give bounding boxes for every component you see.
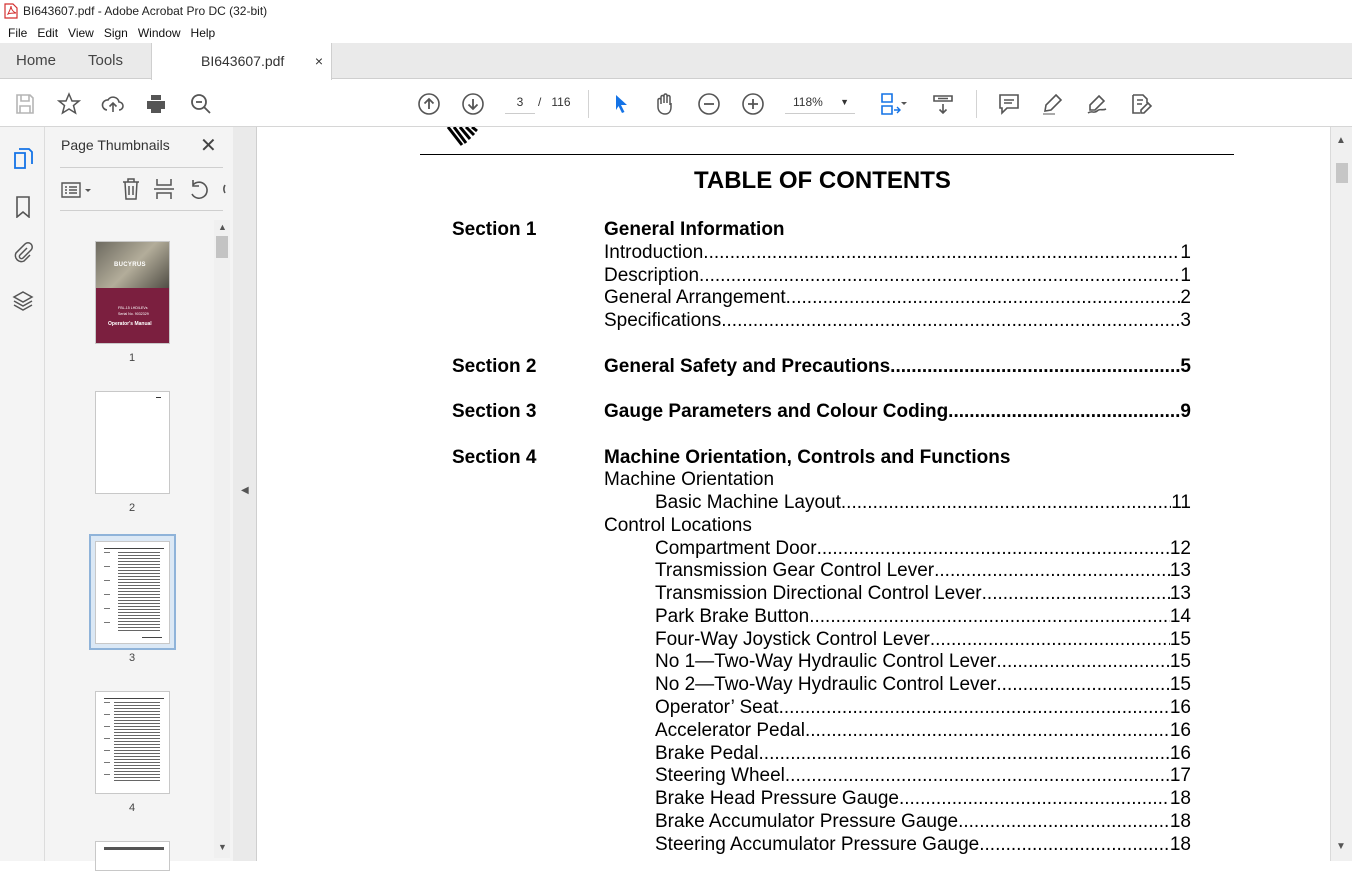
scroll-down-icon[interactable]: ▼ xyxy=(1336,841,1346,852)
thumbnail-label: 1 xyxy=(128,352,136,364)
thumbnail-text xyxy=(104,552,110,632)
toc-entry-text: Brake Accumulator Pressure Gauge xyxy=(655,811,959,832)
toc-page-number: 9 xyxy=(1180,401,1191,422)
section-label: Section 3 xyxy=(452,401,537,422)
toc-page-number: 16 xyxy=(1169,720,1191,741)
toc-section-title[interactable] xyxy=(604,219,1191,241)
toc-entry-text: Machine Orientation xyxy=(604,469,775,490)
attachment-paperclip-icon[interactable] xyxy=(11,240,35,264)
toc-page-number: 1 xyxy=(1180,242,1191,263)
toc-page-number: 14 xyxy=(1169,606,1191,627)
cover-title: Operator's Manual xyxy=(108,321,152,327)
thumbnail-text xyxy=(114,702,160,782)
cover-model: FBL-15 LHD/LEVs xyxy=(118,306,148,310)
menu-window[interactable]: Window xyxy=(137,25,181,40)
menu-sign[interactable]: Sign xyxy=(103,25,128,40)
toc-page-number: 18 xyxy=(1169,834,1191,855)
toc-section-title[interactable] xyxy=(604,356,1191,378)
panel-title: Page Thumbnails xyxy=(61,137,170,153)
scroll-down-icon[interactable]: ▼ xyxy=(218,842,227,852)
thumbnail-text xyxy=(104,702,110,782)
toc-entry-text: Basic Machine Layout xyxy=(655,492,841,513)
toc-leader xyxy=(699,265,1180,287)
page-thumbnails-icon[interactable] xyxy=(11,147,35,171)
toc-leader xyxy=(982,583,1170,605)
page-number-input[interactable]: 3 xyxy=(505,90,535,114)
toc-entry-partial xyxy=(655,857,1191,861)
page-separator: / xyxy=(538,95,542,109)
bookmark-star-icon[interactable] xyxy=(56,91,82,117)
toc-subheading[interactable] xyxy=(604,515,1191,537)
toc-leader xyxy=(996,674,1169,696)
toc-entry[interactable] xyxy=(604,265,1191,287)
window-title: BI643607.pdf - Adobe Acrobat Pro DC (32-bit) xyxy=(23,4,268,18)
cover-brand: BUCYRUS xyxy=(114,262,146,268)
toc-page-number: 18 xyxy=(1169,811,1191,832)
toc-page-number: 17 xyxy=(1169,765,1191,786)
upload-cloud-icon[interactable] xyxy=(100,91,126,117)
toolbar xyxy=(0,80,1352,127)
toc-leader xyxy=(721,310,1180,332)
toc-entry-text: Park Brake Button xyxy=(655,606,810,627)
close-panel-icon[interactable]: ✕ xyxy=(200,135,217,157)
toc-page-number: 12 xyxy=(1169,538,1191,559)
toc-page-number: 13 xyxy=(1169,560,1191,581)
toolbar-divider xyxy=(588,90,589,118)
highlight-pen-icon[interactable] xyxy=(1040,91,1066,117)
toc-leader xyxy=(948,401,1180,423)
menu-view[interactable]: View xyxy=(68,25,94,40)
toc-entry-text: Gauge Parameters and Colour Coding xyxy=(604,401,949,422)
page-thumbnail-1[interactable] xyxy=(95,241,170,344)
menu-bar xyxy=(0,22,1352,43)
zoom-in-icon[interactable] xyxy=(740,91,766,117)
toc-page-number: 2 xyxy=(1180,287,1191,308)
more-options-icon[interactable] xyxy=(219,177,227,201)
panel-divider xyxy=(60,210,223,211)
tab-home[interactable]: Home xyxy=(16,52,57,69)
toc-leader xyxy=(809,606,1170,628)
toc-entry[interactable] xyxy=(655,583,1191,605)
toc-entry-text: Transmission Directional Control Lever xyxy=(655,583,982,604)
toc-entry-text: General Information xyxy=(604,219,785,240)
toc-entry-text: Steering Wheel xyxy=(655,765,785,786)
toc-page-number: 16 xyxy=(1169,697,1191,718)
total-pages: 116 xyxy=(551,95,571,109)
toc-entry-text: Transmission Gear Control Lever xyxy=(655,560,935,581)
toc-leader xyxy=(930,629,1170,651)
page-thumbnails-panel xyxy=(45,127,233,861)
collapse-panel-icon[interactable]: ◀ xyxy=(241,485,249,496)
toc-entry-text: Accelerator Pedal xyxy=(655,720,805,741)
toc-entry-text: Brake Head Pressure Gauge xyxy=(655,788,899,809)
menu-edit[interactable]: Edit xyxy=(37,25,59,40)
toc-entry-text: No 2—Two-Way Hydraulic Control Lever xyxy=(655,674,997,695)
toc-leader xyxy=(890,356,1180,378)
page-thumbnail-4[interactable] xyxy=(95,691,170,794)
bookmark-icon[interactable] xyxy=(11,195,35,219)
scrollbar-thumb[interactable] xyxy=(1336,163,1348,183)
toc-entry[interactable] xyxy=(655,834,1191,856)
section-label: Section 2 xyxy=(452,356,537,377)
toc-entry[interactable] xyxy=(604,287,1191,309)
toc-entry[interactable] xyxy=(655,492,1191,514)
toc-entry[interactable] xyxy=(655,674,1191,696)
toc-leader xyxy=(958,811,1170,833)
toc-subheading[interactable] xyxy=(604,469,1191,491)
tab-document-label: BI643607.pdf xyxy=(201,53,285,69)
acrobat-pdf-icon xyxy=(4,3,18,19)
toc-entry-text: General Arrangement xyxy=(604,287,786,308)
toc-entry-text: No 1—Two-Way Hydraulic Control Lever xyxy=(655,651,997,672)
thumbnail-label: 2 xyxy=(128,502,136,514)
toc-entry[interactable] xyxy=(655,765,1191,787)
cover-band xyxy=(96,288,170,344)
page-thumbnail-2[interactable] xyxy=(95,391,170,494)
sign-pen-icon[interactable] xyxy=(1084,91,1110,117)
cover-serial: Serial No. 9032329 xyxy=(118,312,149,316)
toc-leader xyxy=(841,492,1171,514)
toc-entry[interactable] xyxy=(655,651,1191,673)
toc-page-number: 15 xyxy=(1169,651,1191,672)
previous-page-icon[interactable] xyxy=(416,91,442,117)
toc-entry-text: Operator’ Seat xyxy=(655,697,779,718)
toc-page-number: 11 xyxy=(1171,492,1191,513)
toc-entry[interactable] xyxy=(604,242,1191,264)
toc-page-number: 15 xyxy=(1169,629,1191,650)
thumbnail-text xyxy=(118,552,160,632)
toc-entry-text: Description xyxy=(604,265,700,286)
select-cursor-icon[interactable] xyxy=(608,91,634,117)
toc-entry-text: Specifications xyxy=(604,310,722,331)
search-zoom-icon[interactable] xyxy=(188,91,214,117)
toc-leader xyxy=(805,720,1170,742)
tab-tools[interactable]: Tools xyxy=(88,52,124,69)
thumbnail-scrollbar[interactable] xyxy=(214,220,230,858)
thumbnail-label: 3 xyxy=(128,652,136,664)
toolbar-divider xyxy=(976,90,977,118)
section-label: Section 1 xyxy=(452,219,537,240)
hand-tool-icon[interactable] xyxy=(652,91,678,117)
toc-entry[interactable] xyxy=(655,697,1191,719)
toc-entry-text: Machine Orientation, Controls and Functions xyxy=(604,447,1011,468)
toc-page-number: 1 xyxy=(1180,265,1191,286)
layers-icon[interactable] xyxy=(11,289,35,313)
scrollbar-thumb[interactable] xyxy=(216,236,228,258)
document-view[interactable] xyxy=(258,127,1330,861)
toc-entry[interactable] xyxy=(655,720,1191,742)
panel-divider xyxy=(60,167,223,168)
toc-entry[interactable] xyxy=(655,560,1191,582)
toc-entry-text: Brake Pedal xyxy=(655,743,759,764)
thumbnail-rule xyxy=(104,548,164,549)
thumbnail-label: 4 xyxy=(128,802,136,814)
thumbnail-rule xyxy=(104,847,164,850)
toc-leader xyxy=(759,743,1170,765)
toc-entry-text: Steering Accumulator Pressure Gauge xyxy=(655,834,980,855)
toc-leader xyxy=(934,560,1170,582)
page-thumbnail-5[interactable] xyxy=(95,841,170,871)
company-logo xyxy=(418,127,508,153)
menu-help[interactable]: Help xyxy=(190,25,216,40)
section-label: Section 4 xyxy=(452,447,537,468)
tab-bar xyxy=(0,43,1352,79)
thumbnail-options-icon[interactable] xyxy=(61,179,95,201)
page-thumbnail-3[interactable] xyxy=(95,541,170,644)
close-tab-icon[interactable]: × xyxy=(314,53,323,69)
tab-document[interactable] xyxy=(151,43,332,80)
toc-entry[interactable] xyxy=(655,788,1191,810)
toc-entry[interactable] xyxy=(655,811,1191,833)
chevron-down-icon[interactable] xyxy=(898,91,910,117)
toc-section-title[interactable] xyxy=(604,447,1191,469)
toc-leader xyxy=(979,834,1170,856)
toc-entry-text: Compartment Door xyxy=(655,538,817,559)
toc-section-title[interactable] xyxy=(604,401,1191,423)
title-bar xyxy=(0,0,1352,22)
toc-entry-text: Four-Way Joystick Control Lever xyxy=(655,629,930,650)
print-icon[interactable] xyxy=(143,91,169,117)
toc-entry-text: Control Locations xyxy=(604,515,752,536)
delete-page-icon[interactable] xyxy=(120,177,142,201)
toc-leader xyxy=(785,765,1170,787)
rotate-page-icon[interactable] xyxy=(187,177,209,201)
comment-icon[interactable] xyxy=(996,91,1022,117)
zoom-out-icon[interactable] xyxy=(696,91,722,117)
thumbnail-rule xyxy=(142,637,162,638)
extract-page-icon[interactable] xyxy=(153,177,175,201)
toc-page-number: 18 xyxy=(1169,788,1191,809)
toc-leader xyxy=(703,242,1180,264)
toc-entry[interactable] xyxy=(655,629,1191,651)
zoom-level-select[interactable] xyxy=(785,90,855,114)
save-icon[interactable] xyxy=(12,91,38,117)
toc-entry[interactable] xyxy=(604,310,1191,332)
panel-splitter[interactable] xyxy=(233,127,257,861)
toc-page-number: 3 xyxy=(1180,310,1191,331)
toc-page-number: 15 xyxy=(1169,674,1191,695)
chevron-down-icon: ▼ xyxy=(840,97,849,107)
page-count xyxy=(538,90,571,114)
toc-leader xyxy=(779,697,1170,719)
toc-leader xyxy=(996,651,1169,673)
toc-leader xyxy=(817,538,1170,560)
toc-page-number: 16 xyxy=(1169,743,1191,764)
toc-entry[interactable] xyxy=(655,538,1191,560)
toc-leader xyxy=(899,788,1170,810)
menu-file[interactable]: File xyxy=(8,25,28,40)
fill-sign-icon[interactable] xyxy=(1128,91,1154,117)
thumbnail-mark xyxy=(156,397,161,398)
toc-page-number: 5 xyxy=(1180,356,1191,377)
scrolling-mode-icon[interactable] xyxy=(930,91,956,117)
scroll-up-icon[interactable]: ▲ xyxy=(218,222,227,232)
toc-page-number: 13 xyxy=(1169,583,1191,604)
toc-entry-text-cut xyxy=(655,857,795,861)
toc-entry[interactable] xyxy=(655,606,1191,628)
toc-entry[interactable] xyxy=(655,743,1191,765)
header-rule xyxy=(420,154,1234,155)
toc-entry-text: Introduction xyxy=(604,242,704,263)
thumbnail-rule xyxy=(104,698,164,699)
toc-entry-text: General Safety and Precautions xyxy=(604,356,891,377)
toc-heading: TABLE OF CONTENTS xyxy=(694,167,951,194)
scroll-up-icon[interactable]: ▲ xyxy=(1336,135,1346,146)
toc-leader xyxy=(786,287,1181,309)
document-scrollbar[interactable] xyxy=(1330,127,1352,861)
next-page-icon[interactable] xyxy=(460,91,486,117)
zoom-value: 118% xyxy=(793,95,823,109)
left-tool-rail xyxy=(0,127,45,861)
